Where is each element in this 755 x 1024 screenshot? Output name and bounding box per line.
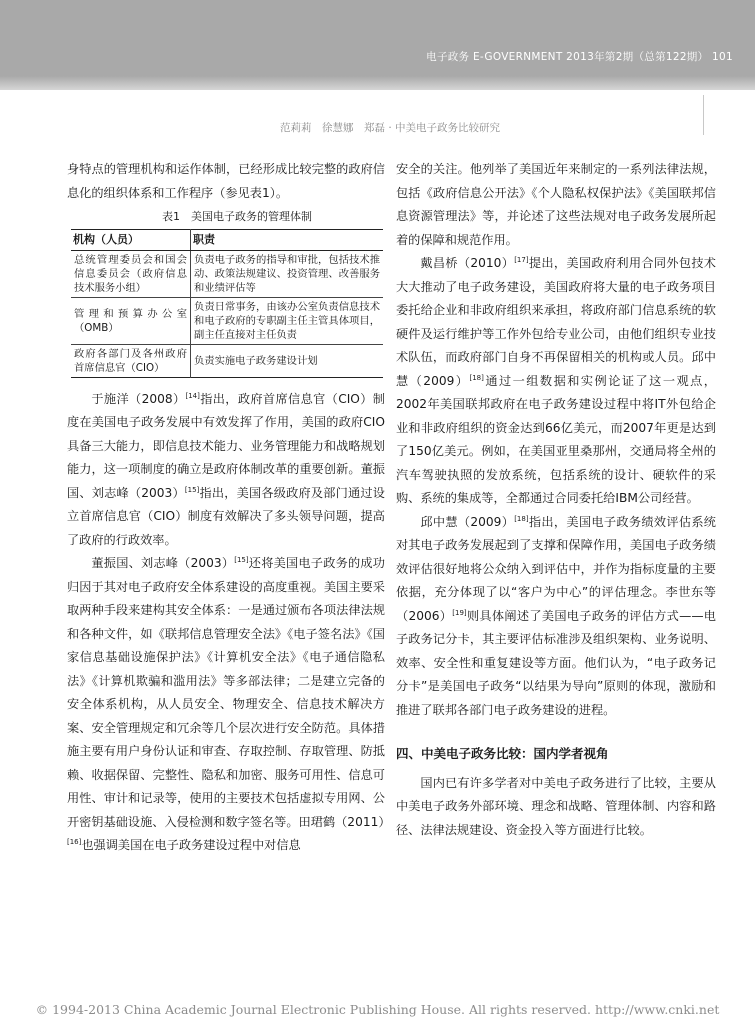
section-title: 四、中美电子政务比较：国内学者视角 bbox=[396, 746, 609, 761]
citation-author: 邱中慧（2009） bbox=[420, 514, 515, 529]
left-column bbox=[67, 158, 391, 858]
citation-ref: [14] bbox=[185, 391, 200, 400]
table-cell-duty: 负责日常事务，由该办公室负责信息技术和电子政府的专职副主任主管具体项目，副主任直接对主任负责 bbox=[191, 297, 384, 344]
header-band-dark bbox=[0, 0, 755, 76]
paragraph-laws: 安全的关注。他列举了美国近年来制定的一系列法律法规，包括《政府信息公开法》《个人隐私权保护法》《美国联邦信息资源管理法》等，并论述了这些法规对电子政务发展所起着的保障和规范作用。 bbox=[396, 162, 716, 247]
table-caption: 表1 美国电子政务的管理体制 bbox=[162, 210, 312, 223]
paragraph-cio bbox=[67, 388, 385, 553]
citation-ref: [16] bbox=[67, 837, 82, 846]
copyright-footer: © 1994-2013 China Academic Journal Electronic Publishing House. All rights reserved. http://www.cnki.net bbox=[35, 1002, 720, 1017]
intro-paragraph: 身特点的管理机构和运作体制，已经形成比较完整的政府信息化的组织体系和工作程序（参见表1）。 bbox=[67, 162, 385, 200]
citation-ref: [18] bbox=[514, 514, 529, 523]
citation-ref: [19] bbox=[452, 608, 467, 617]
table-header-duty: 职责 bbox=[191, 229, 384, 250]
citation-ref: [15] bbox=[184, 485, 200, 494]
citation-ref: [17] bbox=[514, 255, 529, 264]
table-cell-duty: 负责实施电子政务建设计划 bbox=[191, 344, 384, 377]
table-header-row bbox=[71, 229, 383, 250]
table-cell-org: 政府各部门及各州政府首席信息官（CIO） bbox=[71, 344, 191, 377]
table-row bbox=[71, 297, 383, 344]
management-table bbox=[71, 229, 383, 378]
paragraph-text: 还将美国电子政务的成功归因于其对电子政府安全体系建设的高度重视。美国主要采取两种手段来建构其安全体系：一是通过颁布各项法律法规和各种文件，如《联邦信息管理安全法》《电子签名法》《国家信息基础设施保护法》《计算机安全法》《电子通信隐私法》《计算机欺骗和滥用法》等多部法律；二是建立完备的安全体系机构，从人员安全、物理安全、信息技术解决方案、安全管理规定和冗余等几个层次进行安全防范。具体措施主要有用户身份认证和审查、存取控制、存取管理、防抵赖、收据保留、完整性、隐私和加密、服务可用性、信息可用性、审计和记录等，使用的主要技术包括虚拟专用网、公开密钥基础设施、入侵检测和数字签名等。田珺鹤（2011） bbox=[67, 556, 391, 829]
paragraph-text: 指出，美国各级政府及部门通过设立首席信息官（CIO）制度有效解决了多头领导问题，提高了政府的行政效率。 bbox=[67, 485, 385, 547]
table-cell-org: 总统管理委员会和国会信息委员会（政府信息技术服务小组） bbox=[71, 250, 191, 297]
paragraph-comparison: 国内已有许多学者对中美电子政务进行了比较，主要从中美电子政务外部环境、理念和战略、管理体制、内容和路径、法律法规建设、资金投入等方面进行比较。 bbox=[396, 775, 716, 837]
paragraph-text: 也强调美国在电子政务建设过程中对信息 bbox=[81, 838, 301, 852]
paragraph-security bbox=[67, 552, 391, 858]
header-band bbox=[0, 0, 755, 90]
paragraph-text: 通过一组数据和实例论证了这一观点，2002年美国联邦政府在电子政务建设过程中将IT外包给企业和非政府组织的资金达到66亿美元，而2007年更是达到了150亿美元。例如，在美国亚里桑那州，交通局将全州的汽车驾驶执照的发放系统，包括系统的设计、硬软件的采购、系统的集成等，全都通过合同委托给IBM公司经营。 bbox=[396, 373, 716, 505]
table-row bbox=[71, 344, 383, 377]
citation-author: 董振国、刘志峰（2003） bbox=[91, 556, 235, 570]
side-rule bbox=[703, 95, 704, 135]
table-cell-duty: 负责电子政务的指导和审批，包括技术推动、政策法规建议、投资管理、改善服务和业绩评估等 bbox=[191, 250, 384, 297]
citation-author: 于施洋（2008） bbox=[91, 391, 186, 406]
citation-ref: [15] bbox=[234, 555, 249, 564]
table-cell-org: 管理和预算办公室（OMB） bbox=[71, 297, 191, 344]
header-band-fade bbox=[0, 76, 755, 90]
journal-header: 电子政务 E-GOVERNMENT 2013年第2期（总第122期） 101 bbox=[426, 51, 733, 63]
citation-author: 戴昌桥（2010） bbox=[420, 256, 515, 270]
paragraph-text: 则具体阐述了美国电子政务的评估方式——电子政务记分卡，其主要评估标准涉及组织架构、业务说明、效率、安全性和重复建设等方面。他们认为，“电子政务记分卡”是美国电子政务“以结果为导向”原则的体现，激励和推进了联邦各部门电子政务建设的进程。 bbox=[396, 608, 716, 717]
table-header-org: 机构（人员） bbox=[71, 229, 191, 250]
paragraph-outsourcing bbox=[396, 252, 716, 511]
running-head: 范莉莉 徐慧娜 郑磊 · 中美电子政务比较研究 bbox=[280, 122, 501, 134]
citation-ref: [18] bbox=[469, 373, 484, 382]
paragraph-text: 指出，政府首席信息官（CIO）制度在美国电子政务发展中有效发挥了作用，美国的政府CIO具备三大能力，即信息技术能力、业务管理能力和战略规划能力，这一项制度的确立是政府体制改革的重要创新。董振国、刘志峰（2003） bbox=[67, 391, 385, 500]
paragraph-evaluation bbox=[396, 511, 716, 723]
right-column bbox=[396, 158, 716, 842]
paragraph-text: 指出，美国电子政务绩效评估系统对其电子政务发展起到了支撑和保障作用，美国电子政务绩效评估很好地将公众纳入到评估中，并作为指标度量的主要依据，充分体现了以“客户为中心”的评估理念。李世东等（2006） bbox=[396, 514, 716, 623]
paragraph-text: 提出，美国政府利用合同外包技术大大推动了电子政务建设，美国政府将大量的电子政务项目委托给企业和非政府组织来承担，将政府部门信息系统的软硬件及运行维护等工作外包给专业公司，由他们组织专业技术队伍，而政府部门自身不再保留相关的机构或人员。邱中慧（2009） bbox=[396, 256, 716, 388]
table-row bbox=[71, 250, 383, 297]
